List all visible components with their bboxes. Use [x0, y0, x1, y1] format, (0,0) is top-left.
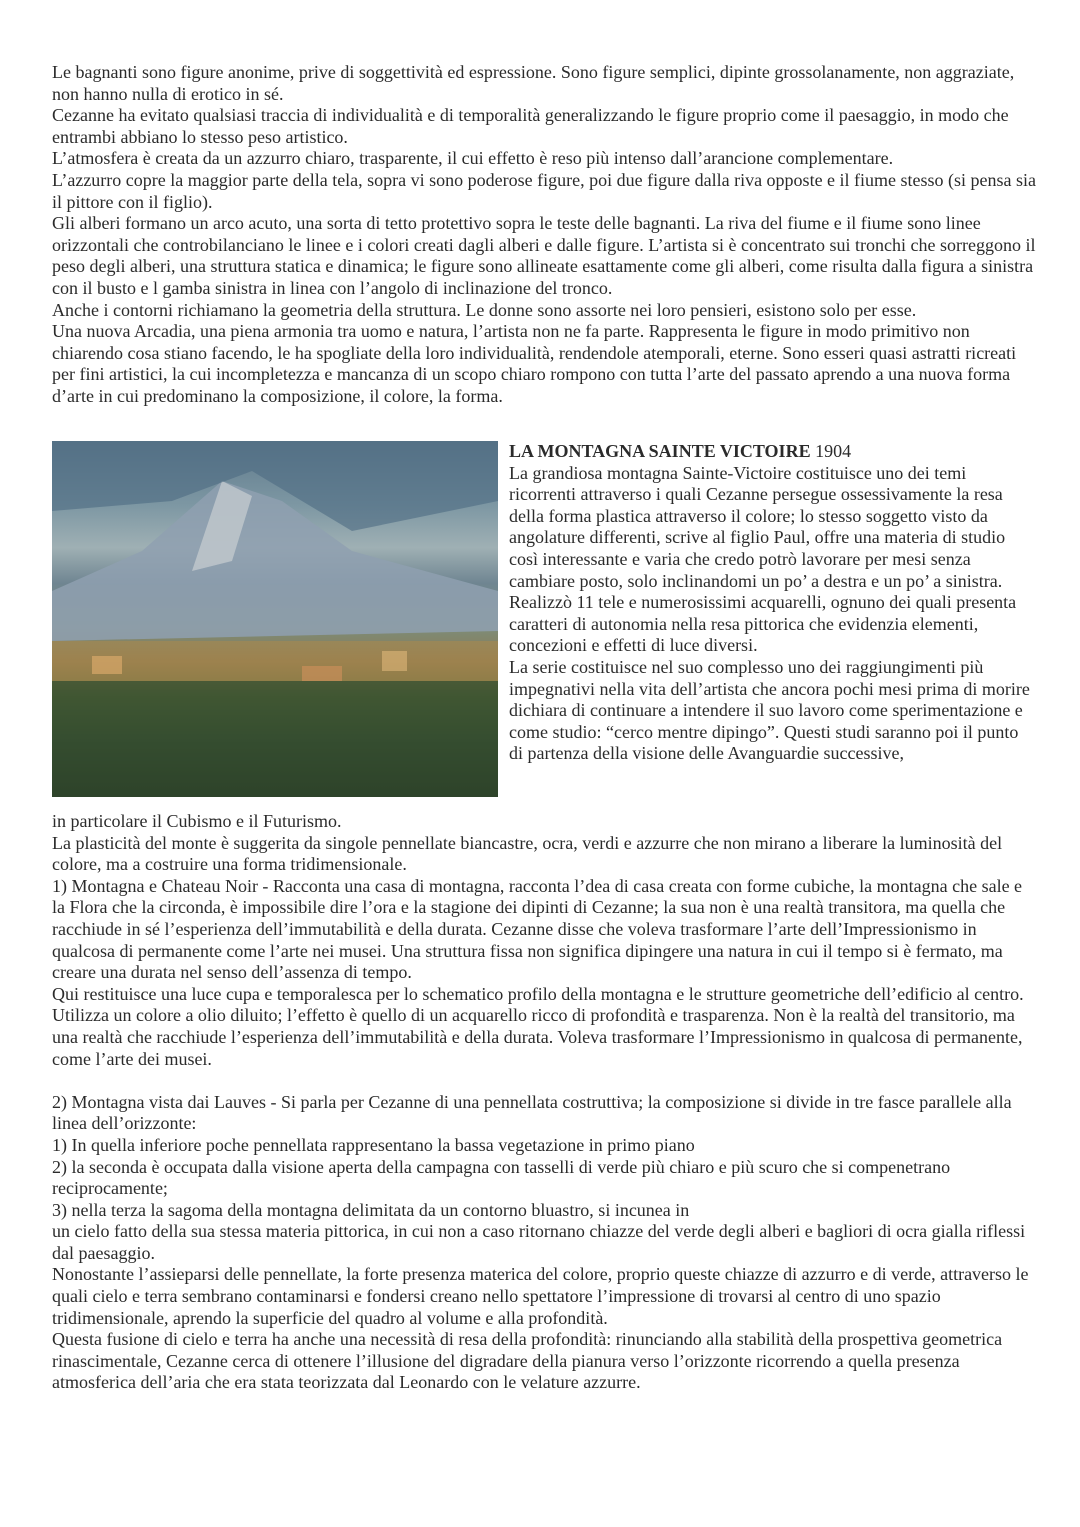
paragraph: La grandiosa montagna Sainte-Victoire costituisce uno dei temi ricorrenti attraverso i quali Cezanne persegue ossessivamente la resa della forma plastica attraverso il colore; lo stesso soggetto visto da angolature differenti, scrive al figlio Paul, offre una materia di studio così interessante e varia che credo potrò lavorare per mesi senza cambiare posto, solo inclinandomi un po’ a destra e un po’ a sinistra. [509, 462, 1006, 591]
list-item: 3) nella terza la sagoma della montagna delimitata da un contorno bluastro, si incunea in [52, 1199, 690, 1220]
intro-text [52, 62, 1037, 408]
paragraph: Qui restituisce una luce cupa e temporalesca per lo schematico profilo della montagna e le strutture geometriche dell’edificio al centro. [52, 983, 1024, 1004]
section-sainte-victoire [509, 441, 1034, 765]
list-item: 1) In quella inferiore poche pennellata rappresentano la bassa vegetazione in primo piano [52, 1134, 695, 1155]
paragraph: Anche i contorni richiamano la geometria della struttura. Le donne sono assorte nei loro pensieri, esistono solo per esse. [52, 299, 917, 320]
paragraph: 2) Montagna vista dai Lauves - Si parla per Cezanne di una pennellata costruttiva; la composizione si divide in tre fasce parallele alla linea dell’orizzonte: [52, 1091, 1012, 1134]
paragraph: 1) Montagna e Chateau Noir - Racconta una casa di montagna, racconta l’dea di casa creata con forme cubiche, la montagna che sale e la Flora che la circonda, è impossibile dire l’ora e la stagione dei dipinti di Cezanne; la sua non è una realtà transitora, ma quella che racchiude in sé l’esperienza dell’immutabilità e della durata. Cezanne disse che voleva trasformare l’arte dell’Impressionismo in qualcosa di permanente come l’arte nei musei. Una struttura fissa non significa dipingere una natura in cui il tempo si è fermato, ma creare una durata nel senso dell’assenza di tempo. [52, 875, 1023, 983]
paragraph: Cezanne ha evitato qualsiasi traccia di individualità e di temporalità generalizzando le figure proprio come il paesaggio, in modo che entrambi abbiano lo stesso peso artistico. [52, 105, 1009, 147]
paragraph: Questa fusione di cielo e terra ha anche una necessità di resa della profondità: rinunciando alla stabilità della prospettiva geometrica rinascimentale, Cezanne cerca di ottenere l’illusione del digradare della pianura verso l’orizzonte ricorrendo a quella presenza atmosferica dell’aria che era stata teorizzata dal Leonardo con le velature azzurre. [52, 1329, 1003, 1393]
spacer [52, 1070, 1037, 1092]
paragraph: La serie costituisce nel suo complesso uno dei raggiungimenti più impegnativi nella vita dell’artista che ancora pochi mesi prima di morire dichiara di continuare a intendere il suo lavoro come sperimentazione e come studio: “cerco mentre dipingo”. Questi studi saranno poi il punto di partenza della visione delle Avanguardie successive, [509, 656, 1030, 764]
body-text [52, 811, 1037, 1394]
paragraph: Le bagnanti sono figure anonime, prive di soggettività ed espressione. Sono figure semplici, dipinte grossolanamente, non aggraziate, non hanno nulla di erotico in sé. [52, 62, 1015, 104]
section-heading [509, 441, 1034, 463]
paragraph: Utilizza un colore a olio diluito; l’effetto è quello di un acquarello ricco di profondità e trasparenza. Non è la realtà del transitorio, ma una realtà che racchiude l’esperienza dell’immutabilità e della durata. Voleva trasformare l’Impressionismo in qualcosa di permanente, come l’arte dei musei. [52, 1005, 1023, 1069]
paragraph: Nonostante l’assieparsi delle pennellate, la forte presenza materica del colore, proprio queste chiazze di azzurro e di verde, attraverso le quali cielo e terra sembrano contaminarsi e fondersi creano nello spettatore l’impressione di trovarsi al centro di uno spazio tridimensionale, aprendo la superficie del quadro al volume e alla profondità. [52, 1264, 1029, 1328]
paragraph: Realizzò 11 tele e numerosissimi acquarelli, ognuno dei quali presenta caratteri di autonomia nella resa pittorica che evidenzia elementi, concezioni e effetti di luce diversi. [509, 592, 1017, 656]
paragraph: Gli alberi formano un arco acuto, una sorta di tetto protettivo sopra le teste delle bagnanti. La riva del fiume e il fiume sono linee orizzontali che controbilanciano le linee e i colori creati dagli alberi e dalle figure. L’artista si è concentrato sui tronchi che sorreggono il peso degli alberi, una struttura statica e dinamica; le figure sono allineate esattamente come gli alberi, come risulta dalla figura a sinistra con il busto e l gamba sinistra in linea con l’angolo di inclinazione del tronco. [52, 213, 1036, 298]
paragraph: Una nuova Arcadia, una piena armonia tra uomo e natura, l’artista non ne fa parte. Rappresenta le figure in modo primitivo non chiarendo cosa stiano facendo, le ha spogliate della loro individualità, rendendole atemporali, eterne. Sono esseri quasi astratti ricreati per fini artistici, la cui incompletezza e mancanza di un scopo chiaro rompono con tutta l’arte del passato aprendo a una nuova forma d’arte in cui predominano la composizione, il colore, la forma. [52, 321, 1017, 406]
paragraph: L’atmosfera è creata da un azzurro chiaro, trasparente, il cui effetto è reso più intenso dall’arancione complementare. [52, 148, 894, 169]
paragraph: un cielo fatto della sua stessa materia pittorica, in cui non a caso ritornano chiazze del verde degli alberi e bagliori di ocra gialla riflessi dal paesaggio. [52, 1221, 1026, 1263]
section-title: LA MONTAGNA SAINTE VICTOIRE [509, 441, 811, 461]
paragraph: in particolare il Cubismo e il Futurismo. [52, 811, 342, 831]
paragraph: La plasticità del monte è suggerita da singole pennellate biancastre, ocra, verdi e azzurre che non mirano a liberare la luminosità del colore, ma a costruire una forma tridimensionale. [52, 832, 1003, 875]
painting-image-mont-sainte-victoire [52, 441, 498, 797]
list-item: 2) la seconda è occupata dalla visione aperta della campagna con tasselli di verde più chiaro e più scuro che si compenetrano reciprocamente; [52, 1156, 951, 1199]
section-year: 1904 [810, 441, 852, 461]
paragraph: L’azzurro copre la maggior parte della tela, sopra vi sono poderose figure, poi due figure dalla riva opposte e il fiume stesso (si pensa sia il pittore con il figlio). [52, 169, 1037, 212]
